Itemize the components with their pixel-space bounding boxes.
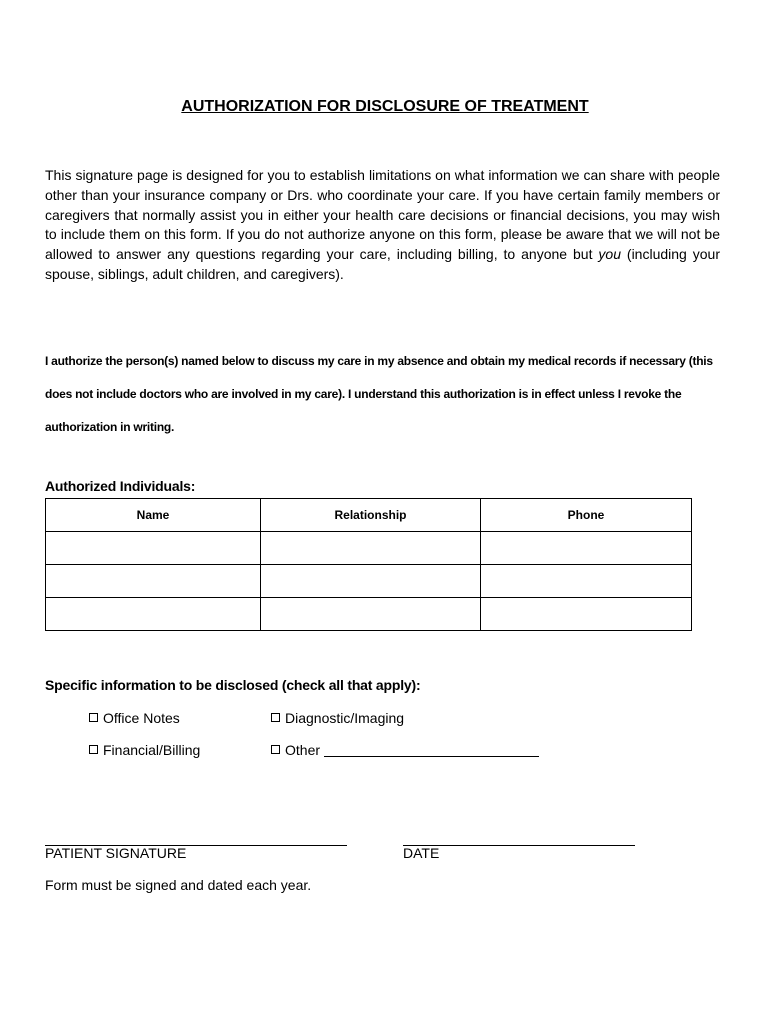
relationship-cell[interactable] [261, 598, 481, 631]
checkbox-label: Office Notes [103, 710, 180, 726]
checkbox-label: Diagnostic/Imaging [285, 710, 405, 726]
checkbox-square-icon[interactable] [271, 745, 280, 754]
other-specify-line[interactable] [324, 742, 539, 757]
footer-note: Form must be signed and dated each year. [45, 877, 312, 893]
column-header-relationship: Relationship [261, 499, 481, 532]
intro-text-start: This signature page is designed for you to establish limitations on what information we can share with people other than your insurance company or Drs. who coordinate your care. If you have certain family members or caregivers that normally assist you in either your health care decisions or financial decisions, you may wish to include them on this form. If you do not authorize anyone on this form, please be aware that we will not be allowed to answer any questions regarding your care, including billing, to anyone but [45, 167, 720, 263]
authorization-statement: I authorize the person(s) named below to discuss my care in my absence and obtain my medical records if necessary (this does not include doctors who are involved in my care). I understand this authorization is in effect unless I revoke the authorization in writing. [45, 354, 713, 434]
date-label: DATE [403, 845, 440, 861]
intro-text-end: (including your spouse, siblings, adult children, and caregivers). [45, 246, 721, 282]
table-header-row [46, 499, 692, 532]
phone-cell[interactable] [481, 532, 692, 565]
checkbox-diagnostic-imaging[interactable] [271, 710, 404, 726]
relationship-cell[interactable] [261, 565, 481, 598]
intro-emphasis: you [598, 246, 621, 263]
checkbox-square-icon[interactable] [89, 713, 98, 722]
checkbox-financial-billing[interactable] [89, 742, 200, 758]
specific-info-label: Specific information to be disclosed (check all that apply): [45, 677, 421, 693]
checkbox-label: Financial/Billing [103, 742, 201, 758]
checkbox-other[interactable] [271, 742, 539, 758]
authorized-individuals-label: Authorized Individuals: [45, 478, 196, 494]
column-header-name: Name [46, 499, 261, 532]
name-cell[interactable] [46, 532, 261, 565]
relationship-cell[interactable] [261, 532, 481, 565]
patient-signature-label: PATIENT SIGNATURE [45, 845, 187, 861]
authorized-individuals-table [45, 498, 692, 631]
checkbox-office-notes[interactable] [89, 710, 180, 726]
checkbox-label: Other [285, 742, 321, 758]
name-cell[interactable] [46, 598, 261, 631]
column-header-phone: Phone [481, 499, 692, 532]
page-title: AUTHORIZATION FOR DISCLOSURE OF TREATMENT [181, 98, 589, 115]
phone-cell[interactable] [481, 598, 692, 631]
checkbox-square-icon[interactable] [89, 745, 98, 754]
intro-paragraph [45, 166, 720, 285]
table-row [46, 532, 692, 565]
checkbox-square-icon[interactable] [271, 713, 280, 722]
name-cell[interactable] [46, 565, 261, 598]
table-row [46, 598, 692, 631]
table-row [46, 565, 692, 598]
phone-cell[interactable] [481, 565, 692, 598]
